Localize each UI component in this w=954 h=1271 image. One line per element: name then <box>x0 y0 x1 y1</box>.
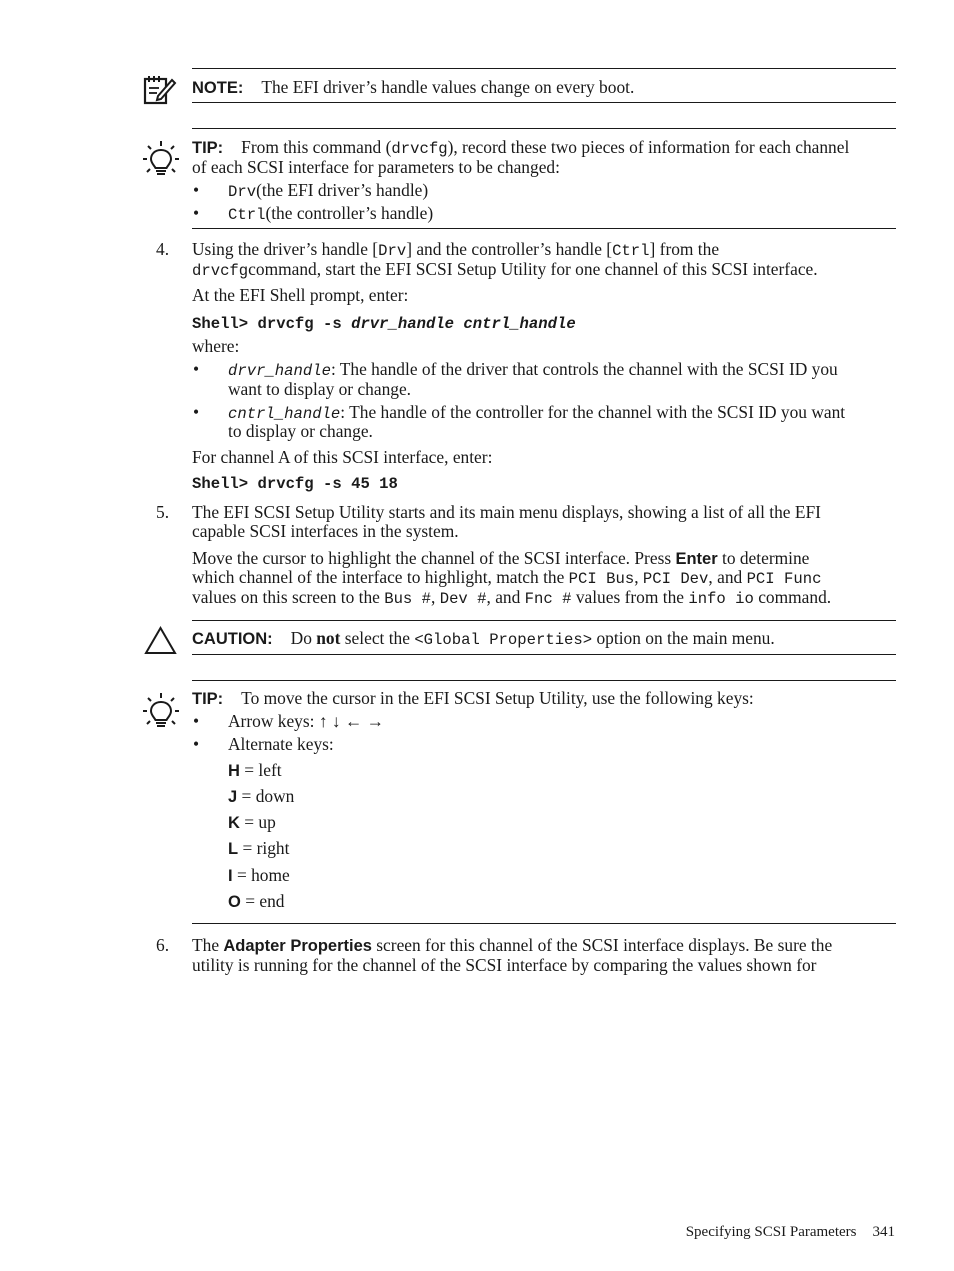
arrow-keys-glyphs: ↑ ↓ ← → <box>318 711 385 731</box>
step4-channel-intro: For channel A of this SCSI interface, enter: <box>192 447 493 467</box>
text: option on the main menu. <box>592 628 775 648</box>
text: select the <box>340 628 415 648</box>
tip2-text: To move the cursor in the EFI SCSI Setup Utility, use the following keys: <box>241 688 754 708</box>
param-code: cntrl_handle <box>228 405 341 423</box>
key-desc: = down <box>237 786 295 806</box>
text: ] and the controller’s handle [ <box>406 239 613 259</box>
key-desc: = end <box>240 891 285 911</box>
text: which channel of the interface to highlight, match the <box>192 567 569 587</box>
step6-line1 <box>192 935 832 956</box>
bullet-code: Drv <box>228 183 257 201</box>
bullet-marker: • <box>193 180 200 200</box>
key-item <box>228 812 276 833</box>
code: info io <box>688 590 754 608</box>
step5-p2-line1 <box>192 548 809 569</box>
text: , and <box>486 587 525 607</box>
lightbulb-icon <box>143 140 179 180</box>
code: drvcfg <box>192 262 249 280</box>
caution-line <box>192 628 775 650</box>
code: PCI Bus <box>568 570 635 588</box>
step-number: 5. <box>156 502 170 522</box>
where-item-cntrl-cont: to display or change. <box>228 421 373 441</box>
tip1-text-a: From this command ( <box>241 137 392 157</box>
bullet-text: (the controller’s handle) <box>265 203 434 223</box>
text-bold: not <box>316 628 341 648</box>
param-text: : The handle of the controller for the channel with the SCSI ID you want <box>340 402 846 422</box>
tip2-alt-keys-label: Alternate keys: <box>228 734 334 754</box>
tip2-arrow-keys <box>228 711 384 731</box>
warning-triangle-icon <box>144 626 177 655</box>
bullet-marker: • <box>193 203 200 223</box>
text: , and <box>708 567 747 587</box>
note-label: NOTE: <box>192 79 244 97</box>
code: Fnc # <box>524 590 572 608</box>
tip2-line1 <box>192 688 754 709</box>
caution-label: CAUTION: <box>192 630 273 648</box>
tip1-label: TIP: <box>192 139 224 157</box>
note-top-rule <box>192 68 896 69</box>
text: command, start the EFI SCSI Setup Utility for one channel of this SCSI interface. <box>248 259 818 279</box>
text: , <box>431 587 440 607</box>
note-pencil-icon <box>143 74 177 106</box>
key-desc: = right <box>238 838 290 858</box>
note-line <box>192 77 634 98</box>
text: , <box>634 567 643 587</box>
note-bottom-rule <box>192 102 896 103</box>
key-letter: H <box>228 762 240 780</box>
step4-line1 <box>192 239 719 261</box>
param-code: drvr_handle <box>228 362 331 380</box>
key-letter: O <box>228 893 241 911</box>
code: Dev # <box>439 590 487 608</box>
bullet-code: Ctrl <box>228 206 266 224</box>
step-number: 6. <box>156 935 170 955</box>
tip1-code: drvcfg <box>391 140 448 158</box>
key-desc: = home <box>232 865 290 885</box>
command-args: drvr_handle cntrl_handle <box>351 315 576 333</box>
step5-line1: The EFI SCSI Setup Utility starts and its main menu displays, showing a list of all the EFI <box>192 502 821 522</box>
code: Ctrl <box>612 242 650 260</box>
tip2-top-rule <box>192 680 896 681</box>
tip1-line1 <box>192 137 849 159</box>
bullet-marker: • <box>193 402 200 422</box>
text: Using the driver’s handle [ <box>192 239 379 259</box>
param-text: : The handle of the driver that controls the channel with the SCSI ID you <box>330 359 838 379</box>
key-enter: Enter <box>675 550 718 568</box>
note-text: The EFI driver’s handle values change on every boot. <box>261 77 635 97</box>
code: Bus # <box>384 590 432 608</box>
tip1-bullet-ctrl <box>228 203 433 225</box>
key-item <box>228 786 294 807</box>
key-letter: L <box>228 840 239 858</box>
tip2-label: TIP: <box>192 690 224 708</box>
key-desc: = up <box>239 812 276 832</box>
step6-line2: utility is running for the channel of the SCSI interface by comparing the values shown for <box>192 955 817 975</box>
step4-prompt-intro: At the EFI Shell prompt, enter: <box>192 285 409 305</box>
key-letter: J <box>228 788 238 806</box>
bullet-text: (the EFI driver’s handle) <box>256 180 429 200</box>
page-number: 341 <box>872 1224 895 1240</box>
step-number: 4. <box>156 239 170 259</box>
page-footer <box>686 1222 895 1242</box>
tip1-top-rule <box>192 128 896 129</box>
text: ] from the <box>649 239 720 259</box>
footer-section-title: Specifying SCSI Parameters <box>685 1224 857 1240</box>
bullet-marker: • <box>193 359 200 379</box>
key-item <box>228 838 289 859</box>
step4-line2 <box>192 259 818 281</box>
step4-where: where: <box>192 336 240 356</box>
key-item <box>228 760 282 781</box>
caution-top-rule <box>192 620 896 621</box>
text: Do <box>290 628 317 648</box>
code: <Global Properties> <box>414 631 593 649</box>
text: Move the cursor to highlight the channel of the SCSI interface. Press <box>192 548 676 568</box>
text: command. <box>753 587 832 607</box>
bullet-marker: • <box>193 734 200 754</box>
code: PCI Dev <box>642 570 709 588</box>
key-item <box>228 891 284 912</box>
where-item-drvr <box>228 359 838 381</box>
tip2-bottom-rule <box>192 923 896 924</box>
key-desc: = left <box>239 760 282 780</box>
step5-p2-line2 <box>192 567 821 589</box>
key-letter: I <box>228 867 233 885</box>
text: The <box>192 935 224 955</box>
key-item <box>228 865 290 886</box>
key-letter: K <box>228 814 240 832</box>
step5-p2-line3 <box>192 587 831 609</box>
step4-command <box>192 312 576 334</box>
tip1-text-b: ), record these two pieces of information for each channel <box>447 137 850 157</box>
code: PCI Func <box>746 570 822 588</box>
tip1-bullet-drv <box>228 180 428 202</box>
tip1-bottom-rule <box>192 228 896 229</box>
bullet-marker: • <box>193 711 200 731</box>
tip1-line2: of each SCSI interface for parameters to be changed: <box>192 157 560 177</box>
screen-name: Adapter Properties <box>223 937 372 955</box>
code: Drv <box>378 242 407 260</box>
step4-command2: Shell> drvcfg -s 45 18 <box>192 475 398 493</box>
text: values from the <box>571 587 689 607</box>
text: values on this screen to the <box>192 587 385 607</box>
text: to determine <box>717 548 810 568</box>
arrow-keys-label: Arrow keys: <box>228 711 319 731</box>
command-prefix: Shell> drvcfg -s <box>192 315 352 333</box>
where-item-drvr-cont: want to display or change. <box>228 379 412 399</box>
text: screen for this channel of the SCSI interface displays. Be sure the <box>371 935 833 955</box>
caution-bottom-rule <box>192 654 896 655</box>
step5-line2: capable SCSI interfaces in the system. <box>192 521 459 541</box>
lightbulb-icon <box>143 692 179 732</box>
